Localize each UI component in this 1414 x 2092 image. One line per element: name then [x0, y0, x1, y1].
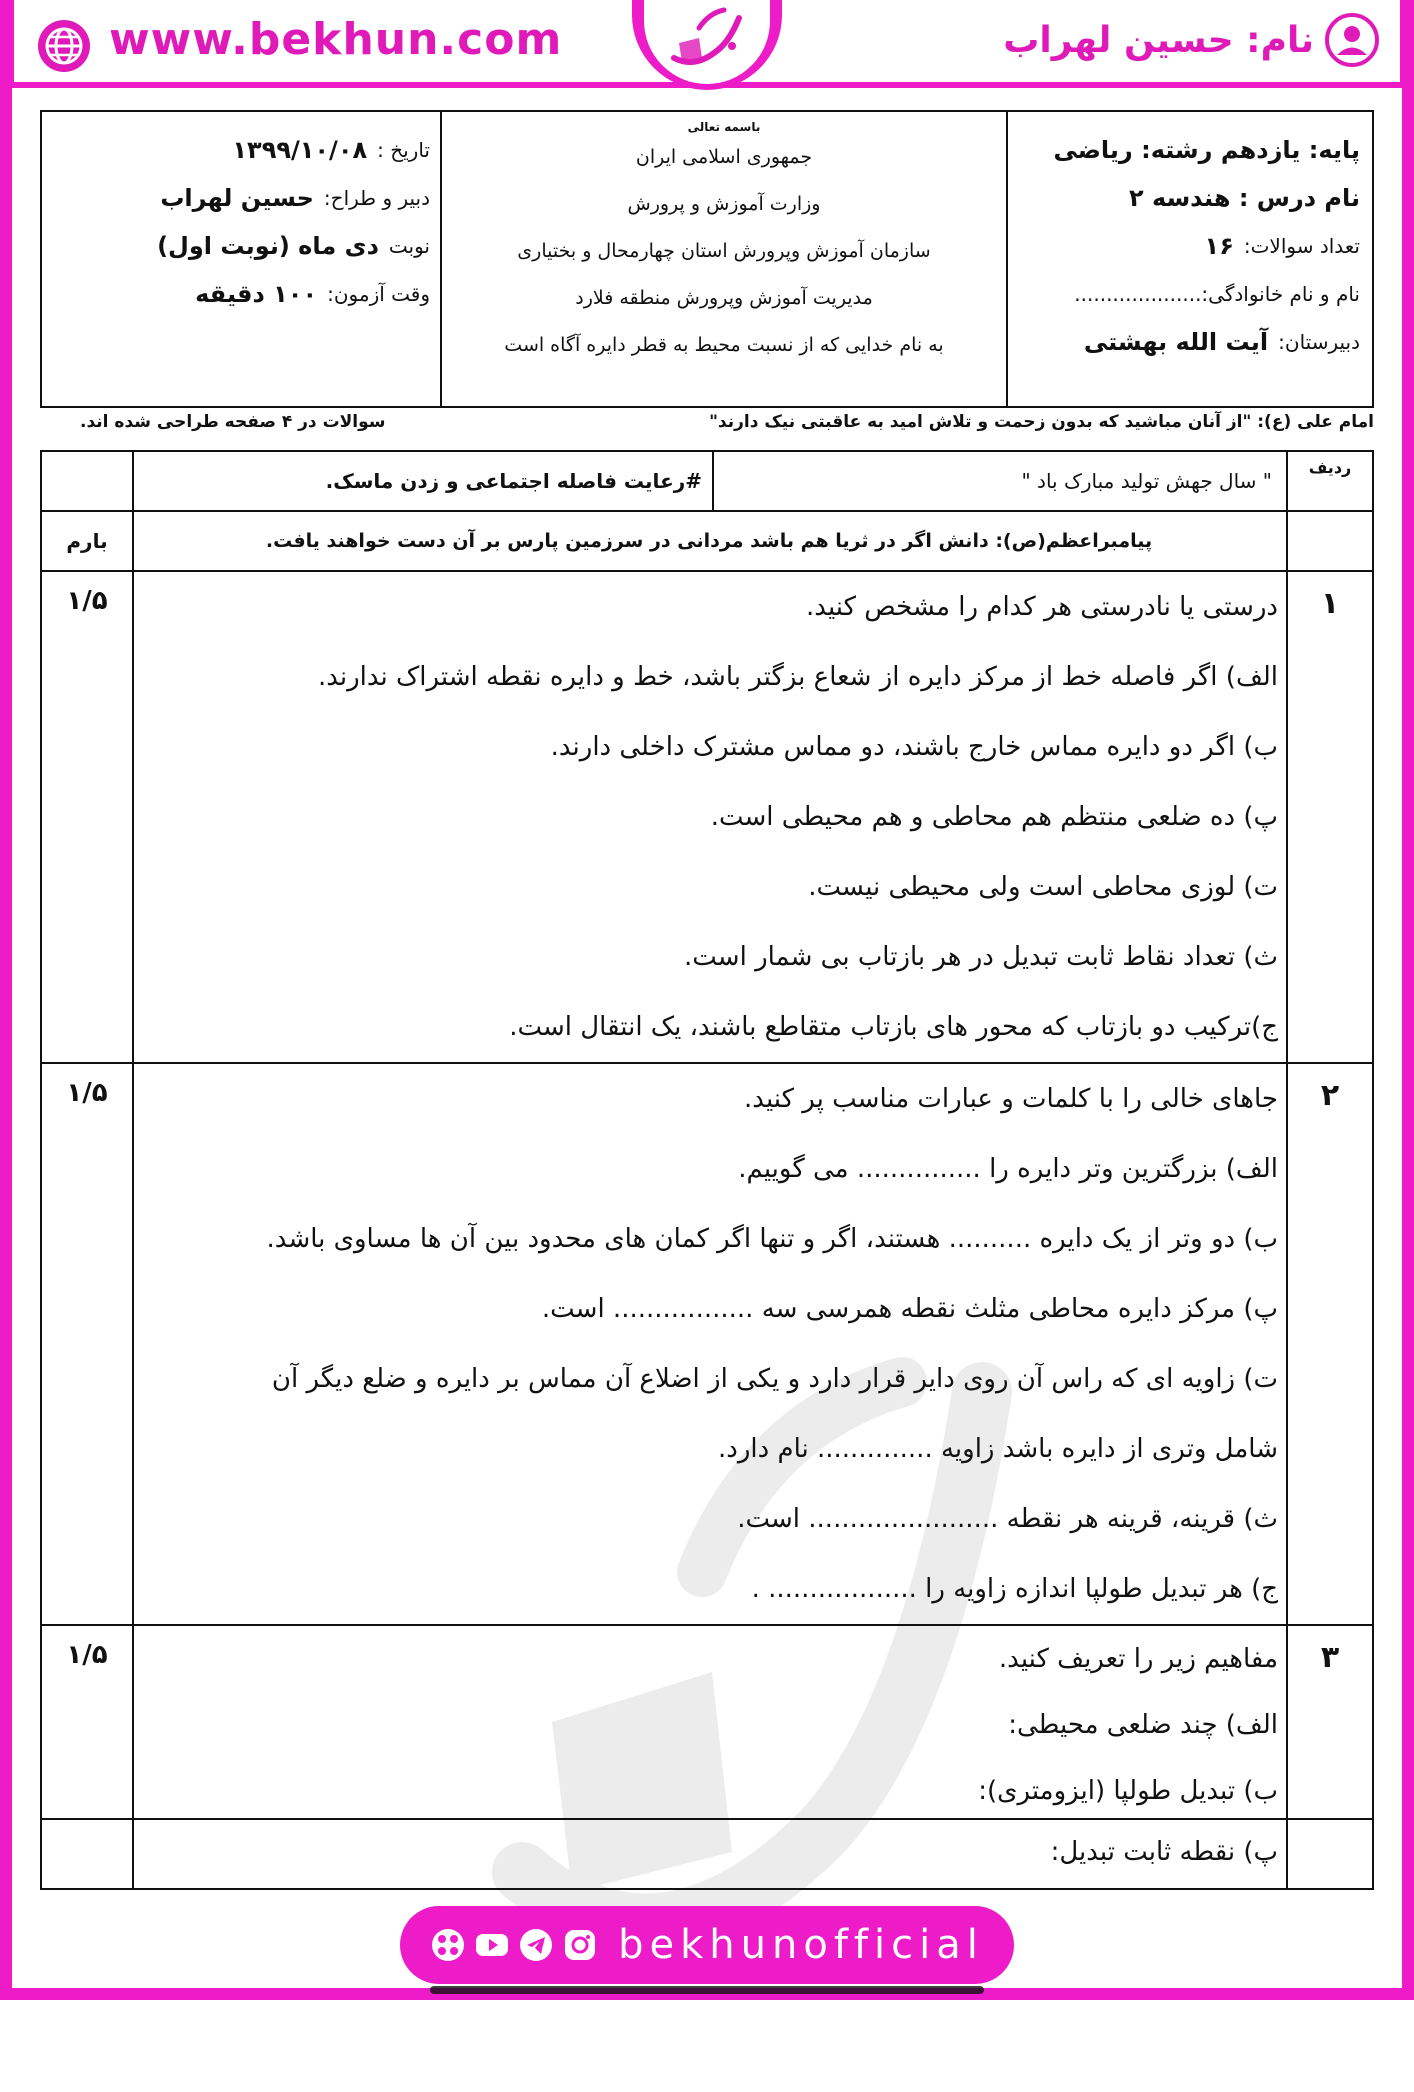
- question-item: ث) تعداد نقاط ثابت تبدیل در هر بازتاب بی شمار است.: [684, 942, 1278, 972]
- question-row: [42, 1626, 1372, 1818]
- table-header-row: [42, 452, 1372, 512]
- site-url[interactable]: www.bekhun.com: [109, 14, 563, 65]
- prophet-quote-row: [42, 512, 1372, 572]
- slogan-cell: [132, 452, 1286, 510]
- pages-note: سوالات در ۴ صفحه طراحی شده اند.: [80, 412, 386, 432]
- authority-line-3: سازمان آموزش وپرورش استان چهارمحال و بختیاری: [517, 240, 931, 262]
- aparat-icon[interactable]: [430, 1927, 466, 1963]
- question-title: جاهای خالی را با کلمات و عبارات مناسب پر کنید.: [744, 1084, 1278, 1114]
- empty-row-cell: [1286, 512, 1372, 570]
- year-slogan: " سال جهش تولید مبارک باد ": [1021, 469, 1272, 493]
- school-value: آیت الله بهشتی: [1083, 328, 1269, 356]
- session-value: دی ماه (نوبت اول): [157, 232, 379, 260]
- question-count-value: ۱۶: [1204, 232, 1234, 260]
- course-field: نام درس : هندسه ۲: [1129, 184, 1360, 212]
- question-number: ۱: [1286, 572, 1372, 1062]
- question-item: الف) اگر فاصله خط از مرکز دایره از شعاع بزگتر باشد، خط و دایره نقطه اشتراک ندارند.: [317, 662, 1278, 692]
- authority-line-1: جمهوری اسلامی ایران: [635, 146, 813, 168]
- globe-icon: [36, 18, 92, 74]
- question-3-continuation: [40, 1820, 1374, 1890]
- school-label: دبیرستان:: [1278, 330, 1360, 354]
- question-body: [132, 572, 1286, 1062]
- telegram-icon[interactable]: [518, 1927, 554, 1963]
- col-row-header: ردیف: [1286, 452, 1372, 510]
- duration-value: ۱۰۰ دقیقه: [195, 280, 318, 308]
- health-notice: #رعایت فاصله اجتماعی و زدن ماسک.: [325, 469, 702, 493]
- col-score-header: بارم: [42, 512, 134, 570]
- top-banner: [0, 0, 1414, 88]
- question-title: درستی یا نادرستی هر کدام را مشخص کنید.: [806, 592, 1278, 622]
- quotes-line: [40, 412, 1374, 438]
- teacher-label: دبیر و طراح:: [323, 186, 430, 210]
- footer-shadow: [430, 1986, 984, 1994]
- question-body: [132, 1064, 1286, 1624]
- question-body: [132, 1626, 1286, 1818]
- header-exam-info: [42, 112, 442, 406]
- social-icons: [430, 1927, 598, 1963]
- date-value: ۱۳۹۹/۱۰/۰۸: [232, 136, 368, 164]
- user-avatar-icon: [1324, 12, 1380, 68]
- question-item: ب) تبدیل طولپا (ایزومتری):: [978, 1776, 1278, 1806]
- duration-label: وقت آزمون:: [327, 282, 430, 306]
- youtube-icon[interactable]: [474, 1927, 510, 1963]
- session-label: نوبت: [388, 234, 430, 258]
- question-item: شامل وتری از دایره باشد زاویه .............. نام دارد.: [718, 1434, 1278, 1464]
- authority-line-5: به نام خدایی که از نسبت محیط به قطر دایره آگاه است: [504, 334, 944, 356]
- teacher-value: حسین لهراب: [160, 184, 314, 212]
- imam-ali-quote: امام علی (ع): "از آنان مباشید که بدون زحمت و تلاش امید به عاقبتی نیک دارند": [709, 412, 1374, 432]
- question-row: [42, 1064, 1372, 1626]
- question-row: [42, 572, 1372, 1064]
- exam-header: [40, 110, 1374, 408]
- blessing-text: باسمه تعالی: [687, 120, 761, 134]
- question-title: مفاهیم زیر را تعریف کنید.: [998, 1644, 1278, 1674]
- grade-field: پایه: یازدهم رشته: ریاضی: [1053, 136, 1360, 164]
- question-item: ب) دو وتر از یک دایره .......... هستند، اگر و تنها اگر کمان های محدود بین آن ها مساوی باشد.: [266, 1224, 1278, 1254]
- question-score: ۱/۵: [42, 1064, 134, 1624]
- social-handle[interactable]: bekhunofficial: [618, 1922, 984, 1968]
- authority-line-4: مدیریت آموزش وپرورش منطقه فلارد: [575, 287, 873, 309]
- exam-table: [40, 450, 1374, 1820]
- question-item: الف) بزرگترین وتر دایره را ............... می گوییم.: [738, 1154, 1278, 1184]
- question-item: ج)ترکیب دو بازتاب که محور های بازتاب متقاطع باشند، یک انتقال است.: [509, 1012, 1278, 1042]
- question-item: ت) لوزی محاطی است ولی محیطی نیست.: [808, 872, 1278, 902]
- authority-line-2: وزارت آموزش و پرورش: [627, 193, 821, 215]
- social-footer: [400, 1906, 1014, 1984]
- question-item: پ) ده ضلعی منتظم هم محاطی و هم محیطی است.: [710, 802, 1278, 832]
- question-item: الف) چند ضلعی محیطی:: [1008, 1710, 1278, 1740]
- header-student-info: [1006, 112, 1372, 406]
- author-name: نام: حسین لهراب: [1003, 19, 1314, 61]
- empty-score-header: [42, 452, 134, 510]
- question-item: ت) زاویه ای که راس آن روی دایر قرار دارد و یکی از اضلاع آن مماس بر دایره و ضلع دیگر آن: [271, 1364, 1278, 1394]
- header-authority: [440, 112, 1006, 406]
- question-item: پ) نقطه ثابت تبدیل:: [1050, 1837, 1278, 1867]
- brand-logo: [632, 0, 782, 90]
- bekhun-logo-icon: [644, 0, 770, 84]
- question-score: ۱/۵: [42, 1626, 134, 1818]
- question-item: ج) هر تبدیل طولپا اندازه زاویه را .................. .: [751, 1574, 1278, 1604]
- question-number: ۳: [1286, 1626, 1372, 1818]
- date-label: تاریخ :: [377, 138, 430, 162]
- question-number: ۲: [1286, 1064, 1372, 1624]
- question-item: پ) مرکز دایره محاطی مثلث نقطه همرسی سه ................. است.: [541, 1294, 1278, 1324]
- author-name-block: [1003, 12, 1380, 68]
- question-item: ث) قرینه، قرینه هر نقطه ....................... است.: [737, 1504, 1278, 1534]
- student-name-field: نام و نام خانوادگی:....................: [1074, 282, 1360, 306]
- question-score: ۱/۵: [42, 572, 134, 1062]
- prophet-quote: پیامبراعظم(ص): دانش اگر در ثریا هم باشد مردانی در سرزمین پارس بر آن دست خواهند یافت.: [265, 530, 1153, 552]
- instagram-icon[interactable]: [562, 1927, 598, 1963]
- question-item: ب) اگر دو دایره مماس خارج باشند، دو مماس مشترک داخلی دارند.: [550, 732, 1278, 762]
- question-count-label: تعداد سوالات:: [1243, 234, 1360, 258]
